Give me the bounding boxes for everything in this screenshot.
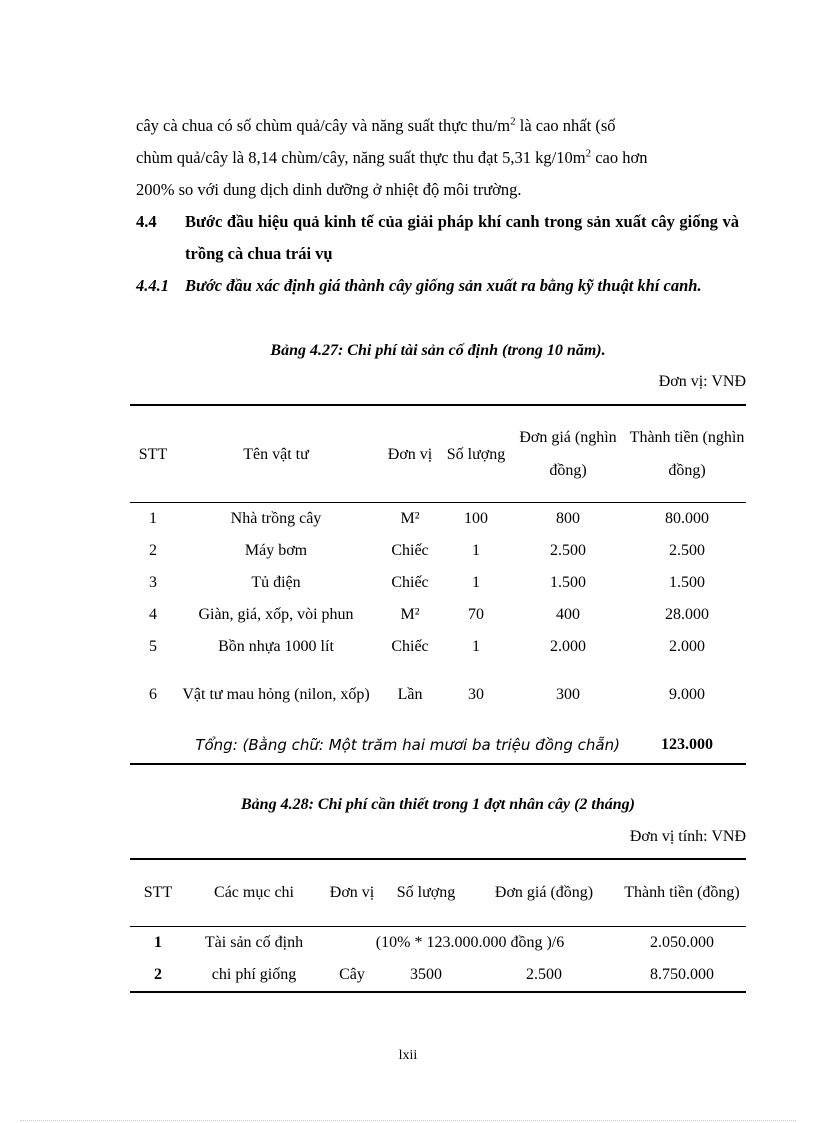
cell-unit: Chiếc	[391, 638, 429, 655]
cell-price: 400	[556, 606, 580, 623]
table-row	[130, 599, 746, 631]
cell-unit: Chiếc	[391, 574, 429, 591]
cell-price: 2.500	[550, 542, 586, 559]
cell-stt: 3	[149, 574, 157, 591]
table-unit: Đơn vị: VNĐ	[658, 373, 746, 390]
cell-unit: Cây	[339, 966, 365, 983]
cell-stt: 2	[154, 966, 162, 983]
cell-total: 2.050.000	[650, 934, 714, 951]
cell-unit: Chiếc	[391, 542, 429, 559]
col-header-price: Đơn giá (nghìn đồng)	[508, 405, 628, 503]
col-header-total: Thành tiền (đồng)	[618, 859, 746, 927]
cell-qty: 30	[468, 686, 484, 703]
section-title: Bước đầu xác định giá thành cây giống sản xuất ra bằng kỹ thuật khí canh.	[185, 276, 702, 295]
cell-stt: 4	[149, 606, 157, 623]
page-number: lxii	[398, 1048, 418, 1063]
cell-unit: M²	[400, 510, 420, 527]
cell-price: 2.000	[550, 638, 586, 655]
cell-name: Nhà trồng cây	[230, 510, 322, 527]
col-header-price: Đơn giá (đồng)	[470, 859, 618, 927]
cell-total: 2.000	[669, 638, 705, 655]
table-total-row	[130, 727, 746, 764]
table-row	[130, 503, 746, 536]
col-header-stt: STT	[130, 859, 186, 927]
col-header-qty: Số lượng	[382, 859, 470, 927]
col-header-qty: Số lượng	[444, 405, 508, 503]
table-row	[130, 631, 746, 663]
intro-line-3: 200% so với dung dịch dinh dưỡng ở nhiệt độ môi trường.	[136, 180, 522, 199]
section-number: 4.4.1	[136, 276, 169, 295]
table-row	[130, 927, 746, 960]
col-header-stt: STT	[130, 405, 176, 503]
cell-merged-formula: (10% * 123.000.000 đồng )/6	[375, 934, 565, 951]
table-row	[130, 567, 746, 599]
cell-item: chi phí giống	[211, 966, 297, 983]
table-unit: Đơn vị tính: VNĐ	[629, 828, 746, 845]
cell-total: 1.500	[669, 574, 705, 591]
table-header-row	[130, 859, 746, 927]
cell-name: Tủ điện	[251, 574, 301, 591]
col-header-unit: Đơn vị	[376, 405, 444, 503]
cell-unit: Lần	[397, 686, 423, 703]
cell-qty: 100	[464, 510, 488, 527]
total-value: 123.000	[661, 736, 713, 753]
table-caption: Bảng 4.28: Chi phí cần thiết trong 1 đợt nhân cây (2 tháng)	[241, 796, 635, 813]
section-title: Bước đầu hiệu quả kinh tế của giải pháp khí canh trong sản xuất cây giống và trồng cà chua trái vụ	[185, 212, 739, 263]
col-header-item: Các mục chi	[186, 859, 322, 927]
cell-stt: 1	[149, 510, 157, 527]
cell-qty: 70	[468, 606, 484, 623]
table-header-row	[130, 405, 746, 503]
cell-name: Máy bơm	[244, 542, 308, 559]
intro-line-1: cây cà chua có số chùm quả/cây và năng suất thực thu/$m^2$ là cao nhất (số	[136, 115, 616, 135]
table-row	[130, 663, 746, 727]
col-header-name: Tên vật tư	[176, 405, 376, 503]
cell-stt: 2	[149, 542, 157, 559]
page-bottom-dotted-border	[20, 1120, 796, 1121]
total-label: Tổng: (Bằng chữ: Một trăm hai mươi ba triệu đồng chẵn)	[195, 736, 620, 754]
cell-stt: 6	[149, 686, 157, 703]
propagation-cost-table	[130, 858, 746, 993]
cell-stt: 5	[149, 638, 157, 655]
cell-total: 28.000	[665, 606, 709, 623]
fixed-asset-cost-table	[130, 404, 746, 765]
cell-price: 300	[556, 686, 580, 703]
cell-price: 1.500	[550, 574, 586, 591]
cell-qty: 1	[472, 638, 480, 655]
cell-name: Giàn, giá, xốp, vòi phun	[198, 606, 354, 623]
table-row	[130, 535, 746, 567]
cell-total: 2.500	[669, 542, 705, 559]
cell-total: 9.000	[669, 686, 705, 703]
cell-qty: 3500	[410, 966, 442, 983]
cell-stt: 1	[154, 934, 162, 951]
cell-item: Tài sản cố định	[204, 934, 304, 951]
cell-total: 80.000	[665, 510, 709, 527]
table-row	[130, 959, 746, 992]
col-header-total: Thành tiền (nghìn đồng)	[628, 405, 746, 503]
col-header-unit: Đơn vị	[322, 859, 382, 927]
cell-price: 800	[556, 510, 580, 527]
table-caption: Bảng 4.27: Chi phí tài sản cố định (trong 10 năm).	[270, 342, 606, 359]
cell-name: Vật tư mau hỏng (nilon, xốp)	[182, 686, 370, 703]
section-number: 4.4	[136, 212, 157, 231]
cell-qty: 1	[472, 542, 480, 559]
cell-qty: 1	[472, 574, 480, 591]
cell-price: 2.500	[526, 966, 562, 983]
cell-name: Bồn nhựa 1000 lít	[218, 638, 334, 655]
cell-unit: M²	[400, 606, 420, 623]
cell-total: 8.750.000	[650, 966, 714, 983]
intro-line-2: chùm quả/cây là 8,14 chùm/cây, năng suất thực thu đạt 5,31 $kg/10m^2$ cao hơn	[136, 147, 648, 167]
